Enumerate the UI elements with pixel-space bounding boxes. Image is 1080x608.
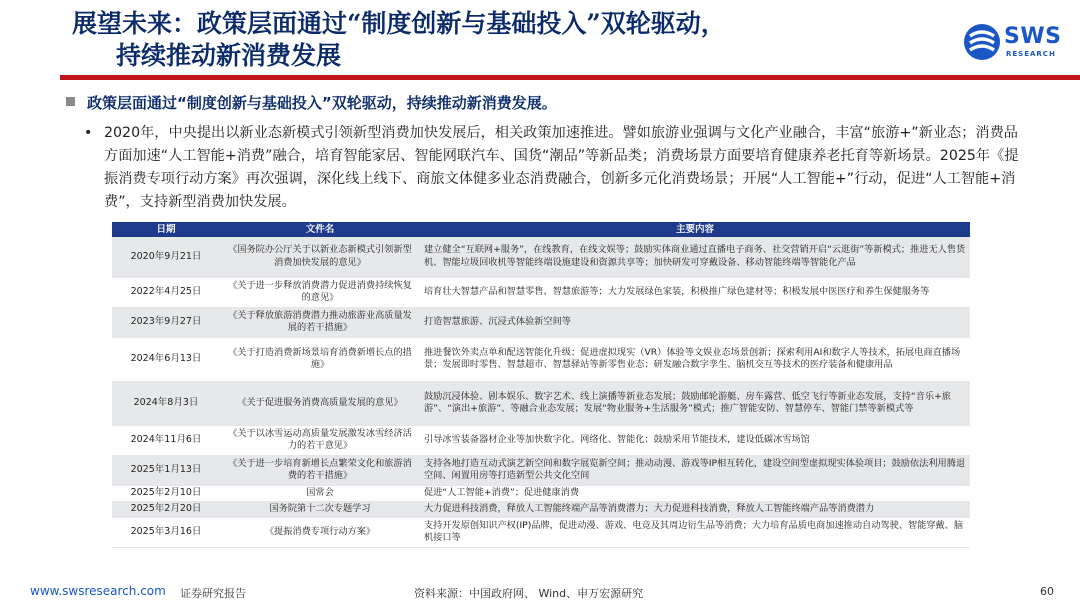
title-line-2: 持续推动新消费发展 [116, 41, 342, 70]
cell-document: 《关于以冰雪运动高质量发展激发冰雪经济活力的若干意见》 [220, 425, 420, 455]
cell-date: 2024年8月3日 [112, 381, 220, 425]
table-row [112, 307, 970, 337]
body-paragraph-text: 2020年，中央提出以新业态新模式引领新型消费加快发展后，相关政策加速推进。譬如旅游业强调与文化产业融合，丰富“旅游+”新业态；消费品方面加速“人工智能+消费”融合，培育智能家居、智能网联汽车、国货“潮品”等新品类；消费场景方面要培育健康养老托育等新场景。2025年《提振消费专项行动方案》再次强调，深化线上线下、商旅文体健多业态消费融合，创新多元化消费场景；开展“人工智能+”行动，促进“人工智能+消费”，支持新型消费加快发展。 [104, 125, 1019, 210]
cell-content: 培育壮大智慧产品和智慧零售、智慧旅游等；大力发展绿色家装，积极推广绿色建材等；积极发展中医医疗和养生保健服务等 [420, 277, 970, 307]
column-header-content: 主要内容 [420, 222, 970, 237]
body-paragraph [84, 122, 1024, 214]
cell-date: 2022年4月25日 [112, 277, 220, 307]
cell-document: 《关于释放旅游消费潜力推动旅游业高质量发展的若干措施》 [220, 307, 420, 337]
title-divider [60, 75, 1080, 80]
sws-logo-icon [962, 22, 1002, 62]
cell-content: 引导冰雪装备器材企业等加快数字化、网络化、智能化；鼓励采用节能技术，建设低碳冰雪场馆 [420, 425, 970, 455]
cell-date: 2020年9月21日 [112, 237, 220, 277]
column-header-date: 日期 [112, 222, 220, 237]
logo-subtext: RESEARCH [1006, 50, 1056, 58]
table-row [112, 485, 970, 501]
bullet-dot-icon: • [84, 125, 93, 141]
cell-content: 大力促进科技消费，释放人工智能终端产品等消费潜力；大力促进科技消费，释放人工智能终端产品等消费潜力 [420, 501, 970, 517]
table-row [112, 277, 970, 307]
cell-content: 支持开发原创知识产权(IP)品牌，促进动漫、游戏、电竞及其周边衍生品等消费；大力培育品质电商加速推动自动驾驶、智能穿戴、脑机接口等 [420, 517, 970, 547]
cell-document: 《关于促进服务消费高质量发展的意见》 [220, 381, 420, 425]
cell-document: 国务院第十二次专题学习 [220, 501, 420, 517]
table-row [112, 237, 970, 277]
cell-content: 鼓励沉浸体验、剧本娱乐、数字艺术、线上演播等新业态发展；鼓励邮轮游艇、房车露营、低空飞行等新业态发展，支持“音乐+旅游”、“演出+旅游”、等融合业态发展；发展“物业服务+生活服务”模式；推广智能安防、智慧停车、智能门禁等新模式等 [420, 381, 970, 425]
table-row [112, 337, 970, 381]
cell-document: 《提振消费专项行动方案》 [220, 517, 420, 547]
cell-content: 推进餐饮外卖点单和配送智能化升级；促进虚拟现实（VR）体验等文娱业态场景创新；探索利用AI和数字人等技术，拓展电商直播场景；发展即时零售、智慧超市、智慧驿站等新零售业态；研发融合数字孪生、脑机交互等技术的医疗装备和健康用品 [420, 337, 970, 381]
table-row [112, 381, 970, 425]
cell-date: 2025年3月16日 [112, 517, 220, 547]
cell-content: 建立健全“互联网+服务”，在线教育，在线文娱等；鼓励实体商业通过直播电子商务、社交营销开启“云逛街”等新模式；推进无人售货机、智能垃圾回收机等智能终端设施建设和资源共享等；加快研发可穿戴设备、移动智能终端等智能化产品 [420, 237, 970, 277]
sws-logo [962, 20, 1062, 64]
cell-content: 支持各地打造互动式演艺新空间和数字展览新空间；推动动漫、游戏等IP相互转化，建设空间型虚拟现实体验项目；鼓励依法利用腾退空间、闲置用房等打造新型公共文化空间 [420, 455, 970, 485]
footer-source-note: 资料来源：中国政府网、 Wind、申万宏源研究 [414, 587, 644, 600]
cell-date: 2025年1月13日 [112, 455, 220, 485]
cell-content: 促进“人工智能+消费”；促进健康消费 [420, 485, 970, 501]
section-heading [66, 92, 1066, 113]
cell-document: 国常会 [220, 485, 420, 501]
cell-document: 《关于进一步释放消费潜力促进消费持续恢复的意见》 [220, 277, 420, 307]
footer-report-type: 证券研究报告 [180, 587, 246, 600]
column-header-document: 文件名 [220, 222, 420, 237]
cell-document: 《国务院办公厅关于以新业态新模式引领新型消费加快发展的意见》 [220, 237, 420, 277]
cell-document: 《关于打造消费新场景培育消费新增长点的措施》 [220, 337, 420, 381]
title-line-1: 展望未来：政策层面通过“制度创新与基础投入”双轮驱动， [72, 9, 726, 38]
square-bullet-icon [66, 97, 75, 106]
table-row [112, 425, 970, 455]
footer-website-link[interactable]: www.swsresearch.com [30, 584, 166, 598]
logo-wordmark: SWS [1004, 24, 1062, 49]
table-row [112, 517, 970, 547]
cell-date: 2024年11月6日 [112, 425, 220, 455]
cell-date: 2025年2月20日 [112, 501, 220, 517]
section-heading-text: 政策层面通过“制度创新与基础投入”双轮驱动，持续推动新消费发展。 [87, 94, 557, 112]
cell-date: 2023年9月27日 [112, 307, 220, 337]
slide-title [72, 8, 932, 72]
table-row [112, 455, 970, 485]
table-header-row [112, 222, 970, 237]
table-row [112, 501, 970, 517]
cell-document: 《关于进一步培育新增长点繁荣文化和旅游消费的若干措施》 [220, 455, 420, 485]
cell-date: 2024年6月13日 [112, 337, 220, 381]
cell-date: 2025年2月10日 [112, 485, 220, 501]
page-number: 60 [1040, 585, 1054, 598]
policy-table [112, 222, 970, 548]
cell-content: 打造智慧旅游、沉浸式体验新空间等 [420, 307, 970, 337]
